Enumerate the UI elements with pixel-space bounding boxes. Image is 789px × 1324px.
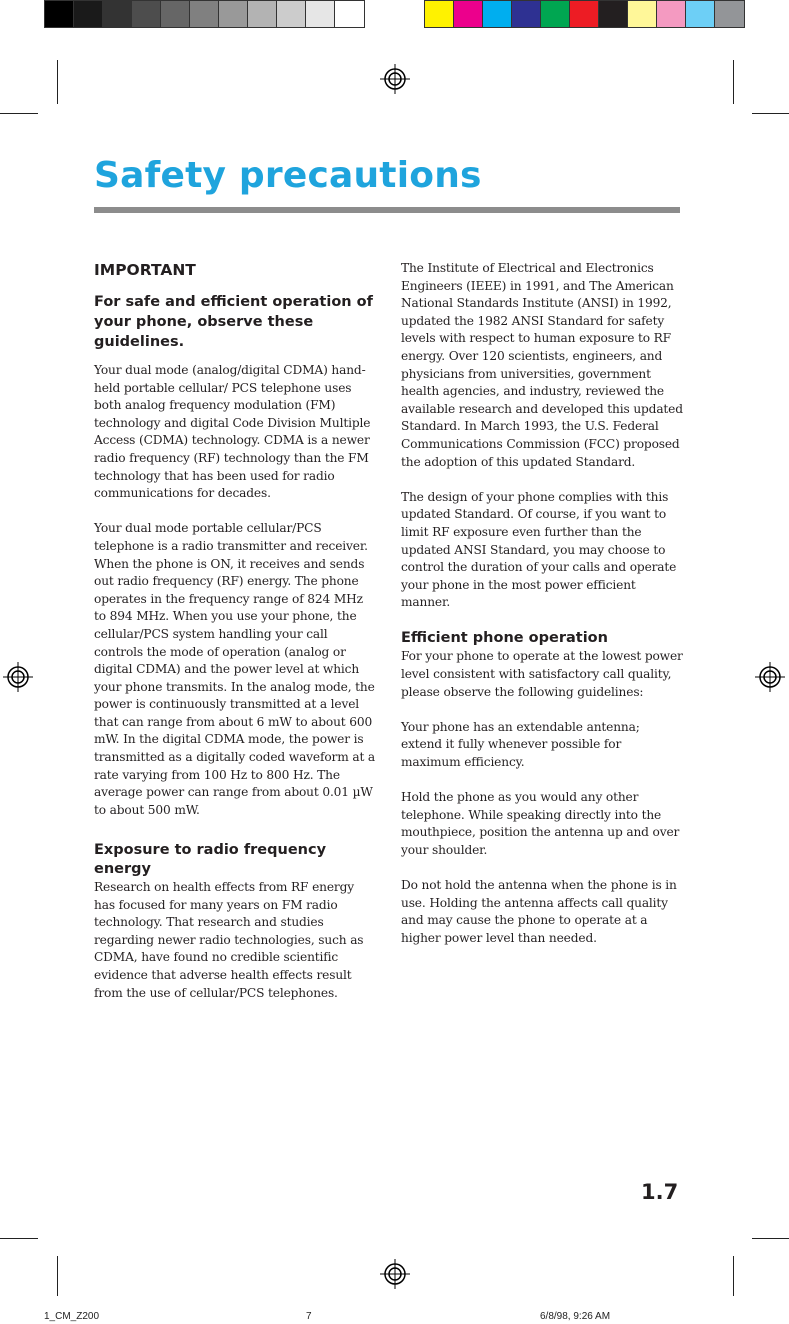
footer-page: 7: [306, 1311, 312, 1322]
crop-mark: [57, 1256, 58, 1296]
do-not-hold-paragraph: Do not hold the antenna when the phone is in use. Holding the antenna affects call quality and may cause the phone to operate at a higher power level than needed.: [401, 878, 677, 945]
transmitter-paragraph: Your dual mode portable cellular/PCS telephone is a radio transmitter and receiver. When the phone is ON, it receives and sends out radio frequency (RF) energy. The phone operates in the frequency range of 824 MHz to 894 MHz. When you use your phone, the cellular/PCS system handling your call controls the mode of operation (analog or digital CDMA) and the power level at which your phone transmits. In the analog mode, the power is continuously transmitted at a level that can range from about 6 mW to about 600 mW. In the digital CDMA mode, the power is transmitted as a digitally coded waveform at a rate varying from 100 Hz to 800 Hz. The average power can range from about 0.01 µW to about 500 mW.: [94, 521, 376, 817]
crop-mark: [733, 60, 734, 104]
left-column: [94, 260, 376, 1002]
color-swatch: [277, 1, 306, 27]
antenna-paragraph: Your phone has an extendable antenna; extend it fully whenever possible for maximum efficiency.: [401, 719, 640, 770]
dual-mode-paragraph: Your dual mode (analog/digital CDMA) hand-held portable cellular/ PCS telephone uses both analog frequency modulation (FM) technology and digital Code Division Multiple Access (CDMA) technology. CDMA is a newer radio frequency (RF) technology than the FM technology that has been used for radio communications for decades.: [94, 363, 371, 501]
crop-mark: [0, 1238, 38, 1239]
color-swatch: [335, 1, 364, 27]
efficient-operation-heading: Efficient phone operation: [401, 630, 608, 647]
color-swatch: [570, 1, 599, 27]
footer-filename: 1_CM_Z200: [44, 1311, 100, 1322]
grayscale-color-bar: [44, 0, 365, 28]
footer-date: 6/8/98, 9:26 AM: [540, 1311, 611, 1322]
process-color-bar: [424, 0, 745, 28]
title-rule: [94, 207, 680, 213]
color-swatch: [132, 1, 161, 27]
color-swatch: [74, 1, 103, 27]
color-swatch: [161, 1, 190, 27]
color-swatch: [425, 1, 454, 27]
registration-mark-icon: [380, 1259, 410, 1289]
exposure-heading: Exposure to radio frequency energy: [94, 842, 327, 878]
right-column: [401, 260, 683, 948]
crop-mark: [57, 60, 58, 104]
color-swatch: [512, 1, 541, 27]
color-swatch: [190, 1, 219, 27]
color-swatch: [306, 1, 335, 27]
color-swatch: [715, 1, 744, 27]
crop-mark: [0, 113, 38, 114]
color-swatch: [628, 1, 657, 27]
design-paragraph: The design of your phone complies with this updated Standard. Of course, if you want to limit RF exposure even further than the updated ANSI Standard, you may choose to control the duration of your calls and operate your phone in the most power efficient manner.: [401, 489, 677, 610]
research-paragraph: Research on health effects from RF energy has focused for many years on FM radio technology. That research and studies regarding newer radio technologies, such as CDMA, have found no credible scientific evidence that adverse health effects result from the use of cellular/PCS telephones.: [94, 880, 364, 1000]
crop-mark: [752, 1238, 789, 1239]
color-swatch: [248, 1, 277, 27]
registration-mark-icon: [380, 64, 410, 94]
registration-mark-icon: [3, 662, 33, 692]
ieee-paragraph: The Institute of Electrical and Electronics Engineers (IEEE) in 1991, and The American National Standards Institute (ANSI) in 1992, updated the 1982 ANSI Standard for safety levels with respect to human exposure to RF energy. Over 120 scientists, engineers, and physicians from universities, government health agencies, and industry, reviewed the available research and developed this updated Standard. In March 1993, the U.S. Federal Communications Commission (FCC) proposed the adoption of this updated Standard.: [401, 261, 683, 469]
crop-mark: [752, 113, 789, 114]
color-swatch: [599, 1, 628, 27]
color-swatch: [103, 1, 132, 27]
color-swatch: [686, 1, 715, 27]
color-swatch: [45, 1, 74, 27]
page-title: Safety precautions: [94, 155, 482, 196]
color-swatch: [483, 1, 512, 27]
color-swatch: [219, 1, 248, 27]
color-swatch: [657, 1, 686, 27]
hold-phone-paragraph: Hold the phone as you would any other telephone. While speaking directly into the mouthpiece, position the antenna up and over your shoulder.: [401, 790, 680, 857]
guidelines-subheading: For safe and efficient operation of your phone, observe these guidelines.: [94, 294, 373, 350]
color-swatch: [541, 1, 570, 27]
crop-mark: [733, 1256, 734, 1296]
page-number: 1.7: [641, 1180, 679, 1204]
lowest-power-paragraph: For your phone to operate at the lowest power level consistent with satisfactory call quality, please observe the following guidelines:: [401, 649, 683, 699]
registration-mark-icon: [755, 662, 785, 692]
important-heading: IMPORTANT: [94, 261, 196, 279]
color-swatch: [454, 1, 483, 27]
